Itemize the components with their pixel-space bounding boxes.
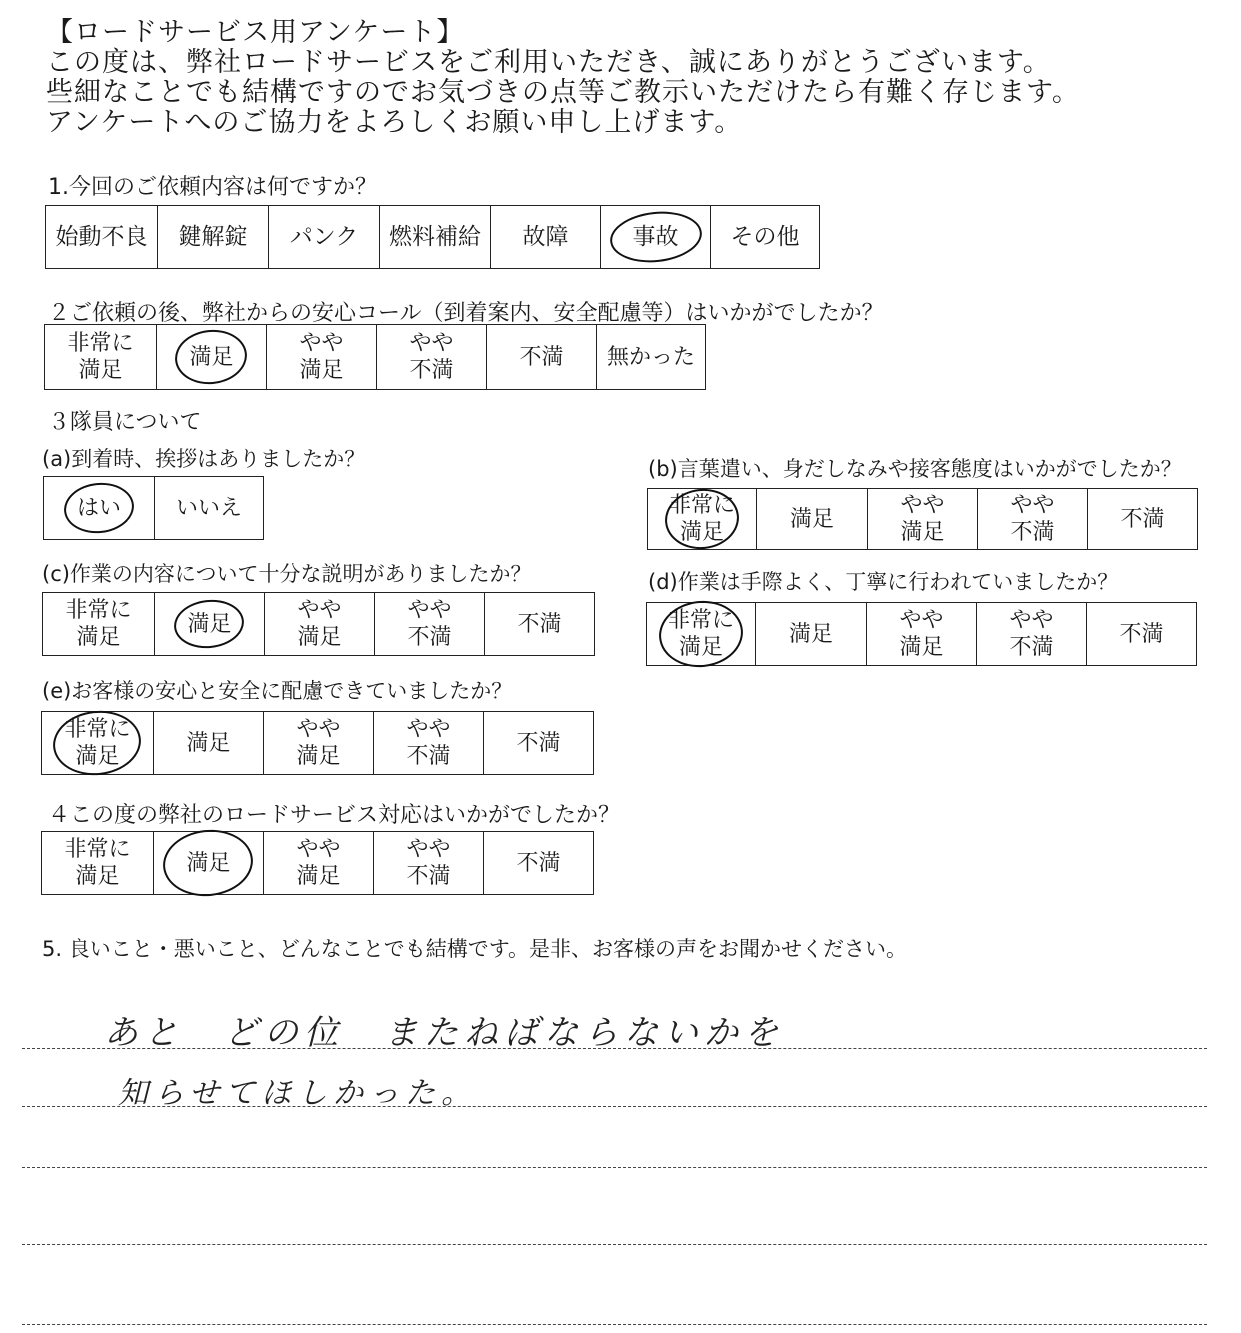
q5-title: 5. 良いこと・悪いこと、どんなことでも結構です。是非、お客様の声をお聞かせください。	[42, 937, 908, 961]
option-label-line: 満足	[187, 611, 232, 637]
option-label	[517, 611, 561, 638]
option-label-line: 満足	[788, 621, 833, 647]
option-label-line: 無かった	[606, 344, 695, 370]
option-label-line: 不満	[1119, 621, 1164, 647]
option-label-line: やや	[900, 493, 945, 518]
handwritten-answer-line-2: 知らせてほしかった。	[118, 1076, 478, 1111]
q3d-option[interactable]	[977, 603, 1087, 666]
q3c-title: (c)作業の内容について十分な説明がありましたか？	[42, 562, 532, 586]
option-label-line: 満足	[296, 864, 341, 889]
option-label-line: 満足	[186, 730, 231, 756]
option-label-line: やや	[1010, 493, 1055, 518]
option-label	[176, 495, 242, 522]
option-label-line: 不満	[519, 344, 564, 370]
q3c-option[interactable]	[265, 593, 375, 656]
q4-option[interactable]	[264, 832, 374, 895]
option-label-line: やや	[406, 717, 451, 742]
option-label	[186, 730, 230, 757]
q2-option[interactable]	[377, 325, 487, 390]
q4-options	[41, 831, 594, 895]
option-label	[187, 611, 231, 638]
q3e-option[interactable]	[374, 712, 484, 775]
option-label-line: 不満	[1009, 635, 1054, 660]
q1-option[interactable]	[601, 206, 711, 269]
intro-line-3: アンケートへのご協力をよろしくお願い申し上げます。	[46, 107, 743, 138]
option-label-line: 満足	[299, 358, 344, 383]
option-label	[523, 224, 569, 251]
option-label	[297, 597, 341, 651]
option-label-line: 不満	[407, 625, 452, 650]
q3d-title: (d)作業は手際よく、丁寧に行われていましたか？	[648, 570, 1119, 594]
option-label-line: 不満	[516, 850, 561, 876]
option-label-line: 不満	[1010, 520, 1055, 545]
q2-option[interactable]	[597, 325, 706, 390]
option-label-line: 満足	[297, 625, 342, 650]
option-label	[406, 716, 450, 770]
q2-option[interactable]	[267, 325, 377, 390]
option-label	[899, 607, 943, 661]
option-label	[290, 224, 359, 251]
option-label	[1120, 506, 1164, 533]
option-label	[633, 224, 679, 251]
q3b-option[interactable]	[648, 489, 757, 550]
q3b-options	[647, 488, 1198, 550]
q2-option[interactable]	[487, 325, 597, 390]
option-label	[64, 836, 130, 890]
option-label-line: 満足	[189, 344, 234, 370]
option-label	[790, 506, 834, 533]
option-label	[669, 492, 735, 546]
q3a-title: (a)到着時、挨拶はありましたか？	[42, 447, 366, 471]
option-label-line: 満足	[76, 625, 121, 650]
option-label-line: 満足	[186, 850, 231, 876]
option-label	[1010, 492, 1054, 546]
q1-options	[45, 205, 820, 269]
option-label-line: 満足	[75, 744, 120, 769]
q3b-option[interactable]	[978, 489, 1088, 550]
q2-option[interactable]	[45, 325, 157, 390]
handwritten-answer-line-1: あと どの位 またねばならないかを	[104, 1013, 784, 1053]
q2-option[interactable]	[157, 325, 267, 390]
q4-option[interactable]	[374, 832, 484, 895]
q3c-option[interactable]	[375, 593, 485, 656]
option-label-line: 満足	[78, 358, 123, 383]
q1-option[interactable]	[158, 206, 269, 269]
intro-line-1: この度は、弊社ロードサービスをご利用いただき、誠にありがとうございます。	[46, 47, 1051, 78]
option-label	[900, 492, 944, 546]
q4-option[interactable]	[484, 832, 594, 895]
option-label-line: 満足	[789, 506, 834, 532]
option-label-line: やや	[899, 608, 944, 633]
option-label	[407, 597, 451, 651]
option-label-line: やや	[296, 837, 341, 862]
option-label-line: 満足	[678, 635, 723, 660]
option-label	[77, 495, 121, 522]
q3c-options	[42, 592, 595, 656]
q3c-option[interactable]	[155, 593, 265, 656]
option-label-line: 不満	[1120, 506, 1165, 532]
option-label-line: 非常に	[667, 608, 734, 633]
option-label	[1119, 621, 1163, 648]
option-label-line: 不満	[409, 358, 454, 383]
option-label-line: 燃料補給	[389, 223, 481, 250]
q1-option[interactable]	[46, 206, 158, 269]
q1-option[interactable]	[491, 206, 601, 269]
option-label	[519, 344, 563, 371]
option-label-line: 不満	[517, 611, 562, 637]
q3b-option[interactable]	[868, 489, 978, 550]
q1-option[interactable]	[380, 206, 491, 269]
q3d-options	[646, 602, 1197, 666]
option-label	[389, 224, 481, 251]
option-label-line: やや	[409, 331, 454, 356]
option-label-line: 故障	[522, 223, 569, 250]
option-label-line: いいえ	[175, 495, 242, 521]
option-label-line: 満足	[679, 520, 724, 545]
option-label-line: 非常に	[67, 331, 134, 356]
option-label-line: やや	[406, 837, 451, 862]
option-label	[406, 836, 450, 890]
intro-line-2: 些細なことでも結構ですのでお気づきの点等ご教示いただけたら有難く存じます。	[46, 77, 1080, 108]
option-label-line: やや	[1009, 608, 1054, 633]
q3a-options	[43, 476, 264, 540]
answer-line-3	[22, 1167, 1207, 1168]
option-label-line: やや	[297, 598, 342, 623]
option-label	[789, 621, 833, 648]
option-label	[296, 836, 340, 890]
answer-line-5	[22, 1324, 1207, 1325]
option-label	[516, 730, 560, 757]
option-label-line: パンク	[289, 223, 359, 250]
q4-option[interactable]	[42, 832, 154, 895]
q3e-option[interactable]	[154, 712, 264, 775]
q3c-option[interactable]	[485, 593, 595, 656]
option-label-line: やや	[296, 717, 341, 742]
option-label-line: 始動不良	[55, 223, 148, 250]
option-label-line: 満足	[296, 744, 341, 769]
option-label	[409, 330, 453, 384]
q3b-title: (b)言葉遣い、身だしなみや接客態度はいかがでしたか？	[648, 457, 1182, 481]
option-label-line: やや	[407, 598, 452, 623]
answer-line-4	[22, 1244, 1207, 1245]
option-label	[64, 716, 130, 770]
option-label	[186, 850, 230, 877]
option-label-line: 満足	[900, 520, 945, 545]
option-label-line: 事故	[632, 223, 679, 250]
q4-option[interactable]	[154, 832, 264, 895]
option-label	[1009, 607, 1053, 661]
q3d-option[interactable]	[1087, 603, 1197, 666]
q3d-option[interactable]	[647, 603, 756, 666]
option-label-line: 非常に	[64, 837, 131, 862]
q1-option[interactable]	[269, 206, 380, 269]
option-label-line: 非常に	[65, 598, 132, 623]
q3e-option[interactable]	[484, 712, 594, 775]
option-label	[731, 224, 800, 251]
q3a-option[interactable]	[44, 477, 155, 540]
option-label	[56, 224, 148, 251]
q3-title: ３隊員について	[48, 410, 202, 435]
option-label-line: 不満	[406, 864, 451, 889]
q3a-option[interactable]	[155, 477, 264, 540]
q3e-option[interactable]	[264, 712, 374, 775]
option-label-line: その他	[730, 223, 800, 250]
q3b-option[interactable]	[1088, 489, 1198, 550]
option-label	[607, 344, 695, 371]
option-label	[299, 330, 343, 384]
option-label-line: 鍵解錠	[178, 223, 248, 250]
q3e-title: (e)お客様の安心と安全に配慮できていましたか？	[42, 679, 513, 703]
option-label-line: はい	[76, 495, 121, 521]
survey-title: 【ロードサービス用アンケート】	[46, 17, 465, 48]
option-label-line: 非常に	[668, 493, 735, 518]
q3b-option[interactable]	[757, 489, 868, 550]
q3c-option[interactable]	[43, 593, 155, 656]
q1-option[interactable]	[711, 206, 820, 269]
option-label	[67, 330, 133, 384]
option-label-line: 不満	[406, 744, 451, 769]
option-label-line: 不満	[516, 730, 561, 756]
q3e-option[interactable]	[42, 712, 154, 775]
option-label	[65, 597, 131, 651]
option-label	[516, 850, 560, 877]
q4-title: ４この度の弊社のロードサービス対応はいかがでしたか？	[48, 803, 621, 828]
q2-title: ２ご依頼の後、弊社からの安心コール（到着案内、安全配慮等）はいかがでしたか？	[48, 301, 884, 326]
q3d-option[interactable]	[867, 603, 977, 666]
option-label-line: 満足	[75, 864, 120, 889]
q2-options	[44, 324, 706, 390]
option-label	[189, 344, 233, 371]
q1-title: 1.今回のご依頼内容は何ですか？	[48, 175, 377, 200]
intro-block	[46, 18, 1080, 138]
q3d-option[interactable]	[756, 603, 867, 666]
option-label	[296, 716, 340, 770]
option-label-line: やや	[299, 331, 344, 356]
option-label-line: 満足	[899, 635, 944, 660]
option-label	[179, 224, 248, 251]
option-label	[668, 607, 734, 661]
option-label-line: 非常に	[64, 717, 131, 742]
q3e-options	[41, 711, 594, 775]
